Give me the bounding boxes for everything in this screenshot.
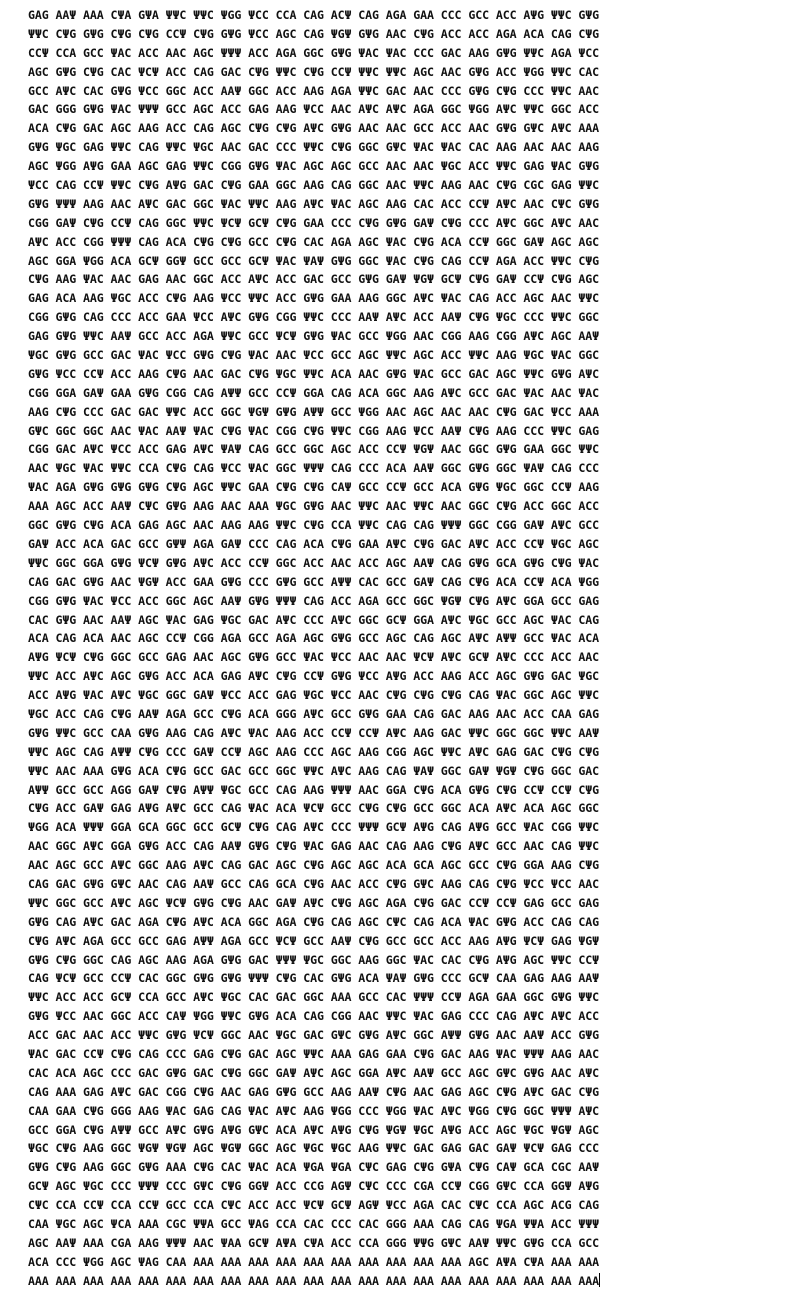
sequence-line: ΨCC CAG CCΨ ΨΨC CΨG AΨG GAC CΨG GAA GGC AAG CAG GGC AAC ΨΨC AAG AAC CΨG CGC GAG ΨΨC — [28, 178, 600, 193]
sequence-line: AGC GΨG CΨG CAC ΨCΨ ACC CAG GAC CΨG ΨΨC CΨG CCΨ ΨΨC ΨΨC AGC AAC GΨG ACC ΨGG ΨΨC CAC — [28, 64, 600, 79]
sequence-line: GΨG ΨΨC GCC CAA GΨG AAG CAG AΨC ΨAC AAG ACC CCΨ CCΨ AΨC AAG GAC ΨΨC GGC GGC ΨΨC AAΨ — [28, 725, 600, 740]
sequence-line: ΨΨC CΨG GΨG CΨG CΨG CCΨ CΨG GΨG ΨCC AGC CAG ΨGΨ GΨG AAC CΨG ACC ACC AGA ACA CAG CΨG — [28, 26, 600, 41]
sequence-line: GCC AΨC CAC GΨG ΨCC GGC ACC AAΨ GGC ACC AAG AGA ΨΨC GAC AAC CCC GΨG CΨG CCC ΨΨC AAC — [28, 83, 600, 98]
sequence-line: GΨG ΨΨΨ AAG AAC AΨC GAC GGC ΨAC ΨΨC AAG AΨC ΨAC AGC AAG CAC ACC CCΨ AΨC AAC CΨC GΨG — [28, 196, 600, 211]
sequence-line: AAC GGC AΨC GGA GΨG ACC CAG AAΨ GΨG CΨG ΨAC GAG AAC CAG AAG CΨG AΨC GCC AAC CAG ΨΨC — [28, 839, 600, 854]
sequence-line: GCC GGA CΨG AΨΨ GCC AΨC GΨG AΨG GΨC ACA AΨC AΨG CΨG ΨGΨ ΨGC AΨG ACC AGC ΨGC ΨGΨ AGC — [28, 1122, 600, 1137]
sequence-line: CCΨ CCA GCC ΨAC ACC AAC AGC ΨΨΨ ACC AGA GGC GΨG ΨAC ΨAC CCC GAC AAG GΨG ΨΨC AGA ΨCC — [28, 45, 600, 60]
sequence-line: GΨG ΨGC GAG ΨΨC CAG ΨΨC ΨGC AAC GAC CCC ΨΨC CΨG GGC GΨC ΨAC ΨAC CAC AAG AAC AAC AAG — [28, 140, 600, 155]
sequence-line: GCΨ AGC ΨGC CCC ΨΨΨ CCC GΨC CΨG GGΨ ACC CCG AGΨ CΨC CCC CGA CCΨ CGG GΨC CCA GGΨ AΨG — [28, 1179, 600, 1194]
sequence-line: ACA CΨG GAC AGC AAG ACC CAG AGC CΨG CΨG AΨC GΨG AAC AAC GCC ACC AAC GΨG GΨC AΨC AAA — [28, 121, 600, 136]
sequence-line: GΨG CΨG AAG GGC GΨG AAA CΨG CAC ΨAC ACA ΨGA ΨGA CΨC GAG CΨG GΨA CΨG CAΨ GCA CGC AAΨ — [28, 1160, 600, 1175]
sequence-line: GAΨ ACC ACA GAC GCC GΨΨ AGA GAΨ CCC CAG ACA CΨG GAA AΨC CΨG GAC AΨC ACC CCΨ ΨGC AGC — [28, 536, 600, 551]
sequence-line: AAA AGC ACC AAΨ CΨC GΨG AAG AAC AAA ΨGC GΨG AAC ΨΨC AAC ΨΨC AAC GGC CΨG ACC GGC ACC — [28, 499, 600, 514]
sequence-line: AGC GGA ΨGG ACA GCΨ GGΨ GCC GCC GCΨ ΨAC ΨAΨ GΨG GGC ΨAC CΨG CAG CCΨ AGA ACC ΨΨC CΨG — [28, 253, 600, 268]
sequence-line: AAA AAA AAA AAA AAA AAA AAA AAA AAA AAA AAA AAA AAA AAA AAA AAA AAA AAA AAA AAA AAA — [28, 1273, 600, 1288]
sequence-line: CAC ACA AGC CCC GAC GΨG GAC CΨG GGC GAΨ AΨC AGC GGA AΨC AAΨ GCC AGC GΨC GΨG AAC AΨC — [28, 1065, 600, 1080]
sequence-line: GΨG ΨCC AAC GGC ACC CAΨ ΨGG ΨΨC GΨG ACA CAG CGG AAC ΨΨC ΨAC GAG CCC CAG AΨC AΨC ACC — [28, 1009, 600, 1024]
sequence-line: CAG GAC GΨG GΨC AAC CAG AAΨ GCC CAG GCA CΨG AAC ACC CΨG GΨC AAG CAG CΨG ΨCC ΨCC AAC — [28, 876, 600, 891]
sequence-line: ΨΨC GGC GCC AΨC AGC ΨCΨ GΨG CΨG AAC GAΨ AΨC CΨG AGC AGA CΨG GAC CCΨ CCΨ GAG GCC GAG — [28, 895, 600, 910]
sequence-line: GAG ACA AAG ΨGC ACC CΨG AAG ΨCC ΨΨC ACC GΨG GAA AAG GGC AΨC ΨAC CAG ACC AGC AAC ΨΨC — [28, 291, 600, 306]
sequence-line: CΨG ACC GAΨ GAG AΨG AΨC GCC CAG ΨAC ACA ΨCΨ GCC CΨG CΨG GCC GGC ACA AΨC ACA AGC GGC — [28, 801, 600, 816]
sequence-line: ΨAC AGA GΨG GΨG GΨG CΨG AGC ΨΨC GAA CΨG CΨG CAΨ GCC CCΨ GCC ACA GΨG ΨGC GGC CCΨ AAG — [28, 480, 600, 495]
sequence-line: GGC GΨG CΨG ACA GAG AGC AAC AAG AAG ΨΨC CΨG CCA ΨΨC CAG CAG ΨΨΨ GGC CGG GAΨ AΨC GCC — [28, 518, 600, 533]
sequence-line: CAG GAC GΨG AAC ΨGΨ ACC GAA GΨG CCC GΨG GCC AΨΨ CAC GCC GAΨ CAG CΨG ACA CCΨ ACA ΨGG — [28, 574, 600, 589]
sequence-line: ACA CCC ΨGG AGC ΨAG CAA AAA AAA AAA AAA AAA AAA AAA AAA AAA AAA AGC AΨA CΨA AAA AAA — [28, 1254, 600, 1269]
sequence-line: GAG AAΨ AAA CΨA GΨA ΨΨC ΨΨC ΨGG ΨCC CCA CAG ACΨ CAG AGA GAA CCC GCC ACC AΨG ΨΨC GΨG — [28, 8, 600, 22]
sequence-line: CGG GAΨ CΨG CCΨ CAG GGC ΨΨC ΨCΨ GCΨ CΨG GAA CCC CΨG GΨG GAΨ CΨG CCC AΨC GGC AΨC AAC — [28, 215, 600, 230]
sequence-line: GΨC GGC GGC AAC ΨAC AAΨ ΨAC CΨG ΨAC CGG CΨG ΨΨC CGG AAG ΨCC AAΨ CΨG AAG CCC ΨΨC GAG — [28, 423, 600, 438]
sequence-line: ACC AΨG ΨAC AΨC ΨGC GGC GAΨ ΨCC ACC GAG ΨGC ΨCC AAC CΨG CΨG CΨG CAG ΨAC GGC AGC ΨΨC — [28, 688, 600, 703]
sequence-line: CGG GAC AΨC ΨCC ACC GAG AΨC ΨAΨ CAG GCC GGC AGC ACC CCΨ ΨGΨ AAC GGC GΨG GAA GGC ΨΨC — [28, 442, 600, 457]
sequence-line: AGC AAΨ AAA CGA AAG ΨΨΨ AAC ΨAA GCΨ AΨA CΨA ACC CCA GGG ΨΨG GΨC AAΨ ΨΨC GΨG CCA GCC — [28, 1235, 600, 1250]
sequence-line: GAC GGG GΨG ΨAC ΨΨΨ GCC AGC ACC GAG AAG ΨCC AAC AΨC AΨC AGA GGC ΨGG AΨC ΨΨC GGC ACC — [28, 102, 600, 117]
sequence-line: GAG GΨG ΨΨC AAΨ GCC ACC AGA ΨΨC GCC ΨCΨ GΨG ΨAC GCC ΨGG AAC CGG AAG CGG AΨC AGC AAΨ — [28, 329, 600, 344]
sequence-line: ΨΨC AAC AAA GΨG ACA CΨG GCC GAC GCC GGC ΨΨC AΨC AAG CAG ΨAΨ GGC GAΨ ΨGΨ CΨG GGC GAC — [28, 763, 600, 778]
sequence-line: GΨG CΨG GGC CAG AGC AAG AGA GΨG GAC ΨΨΨ ΨGC GGC AAG GGC ΨAC CAC CΨG AΨG AGC ΨΨC CCΨ — [28, 952, 600, 967]
sequence-line: ACC GAC AAC ACC ΨΨC GΨG ΨCΨ GGC AAC ΨGC GAC GΨC GΨG AΨC GGC AΨΨ GΨG AAC AAΨ ACC GΨG — [28, 1028, 600, 1043]
sequence-line: CΨG AΨC AGA GCC GCC GAG AΨΨ AGA GCC ΨCΨ GCC AAΨ CΨG GCC GCC ACC AAG AΨG ΨCΨ GAG ΨGΨ — [28, 933, 600, 948]
sequence-line: GΨG ΨCC CCΨ ACC AAG CΨG AAC GAC CΨG ΨGC ΨΨC ACA AAC GΨG ΨAC GCC GAC AGC ΨΨC GΨG AΨC — [28, 366, 600, 381]
sequence-line: ΨGC ACC CAG CΨG AAΨ AGA GCC CΨG ACA GGG AΨC GCC GΨG GAA CAG GAC AAG AAC ACC CAA GAG — [28, 706, 600, 721]
sequence-line: AAC ΨGC ΨAC ΨΨC CCA CΨG CAG ΨCC ΨAC GGC ΨΨΨ CAG CCC ACA AAΨ GGC GΨG GGC ΨAΨ CAG CCC — [28, 461, 600, 476]
sequence-line: ΨAC GAC CCΨ CΨG CAG CCC GAG CΨG GAC AGC ΨΨC AAA GAG GAA CΨG GAC AAG ΨAC ΨΨΨ AAG AAC — [28, 1046, 600, 1061]
sequence-document — [28, 6, 788, 1291]
sequence-line: AAC AGC GCC AΨC GGC AAG AΨC CAG GAC AGC CΨG AGC AGC ACA GCA AGC GCC CΨG GGA AAG CΨG — [28, 858, 600, 873]
sequence-line: ΨGC GΨG GCC GAC ΨAC ΨCC GΨG CΨG ΨAC AAC ΨCC GCC AGC ΨΨC AGC ACC ΨΨC AAG ΨGC ΨAC GGC — [28, 348, 600, 363]
sequence-line: ΨΨC ACC ACC GCΨ CCA GCC AΨC ΨGC CAC GAC GGC AAA GCC CAC ΨΨΨ CCΨ AGA GAA GGC GΨG ΨΨC — [28, 990, 600, 1005]
sequence-line: CGG GΨG ΨAC ΨCC ACC GGC AGC AAΨ GΨG ΨΨΨ CAG ACC AGA GCC GGC ΨGΨ CΨG AΨC GGA GCC GAG — [28, 593, 600, 608]
sequence-line: AGC ΨGG AΨG GAA AGC GAG ΨΨC CGG GΨG ΨAC AGC AGC GCC AAC AAC ΨGC ACC ΨΨC GAG ΨAC GΨG — [28, 159, 600, 174]
sequence-line: ΨGC CΨG AAG GGC ΨGΨ ΨGΨ AGC ΨGΨ GGC AGC ΨGC ΨGC AAG ΨΨC GAC GAG GAC GAΨ ΨCΨ GAG CCC — [28, 1141, 600, 1156]
sequence-line: CGG GGA GAΨ GAA GΨG CGG CAG AΨΨ GCC CCΨ GGA CAG ACA GGC AAG AΨC GCC GAC ΨAC AAC ΨAC — [28, 385, 600, 400]
sequence-line: ΨGG ACA ΨΨΨ GGA GCA GGC GCC GCΨ CΨG CAG AΨC CCC ΨΨΨ GCΨ AΨG CAG AΨG GCC ΨAC CGG ΨΨC — [28, 820, 600, 835]
sequence-line: CAA ΨGC AGC ΨCA AAA CGC ΨΨA GCC ΨAG CCA CAC CCC CAC GGG AAA CAG CAG ΨGA ΨΨA ACC ΨΨΨ — [28, 1217, 600, 1231]
sequence-line: AΨG ΨCΨ CΨG GGC GCC GAG AAC AGC GΨG GCC ΨAC ΨCC AAC AAC ΨCΨ AΨC GCΨ AΨC CCC ACC AAC — [28, 650, 600, 665]
sequence-line: ΨΨC ACC AΨC AGC GΨG ACC ACA GAG AΨC CΨG CCΨ GΨG ΨCC AΨG ACC AAG ACC AGC GΨG GAC ΨGC — [28, 669, 600, 684]
sequence-line: AΨC ACC CGG ΨΨΨ CAG ACA CΨG CΨG GCC CΨG CAC AGA AGC ΨAC CΨG ACA CCΨ GGC GAΨ AGC AGC — [28, 234, 600, 249]
sequence-line: CAG AAA GAG AΨC GAC CGG CΨG AAC GAG GΨG GCC AAG AAΨ CΨG AAC GAG AGC CΨG AΨC GAC CΨG — [28, 1084, 600, 1099]
sequence-line: ACA CAG ACA AAC AGC CCΨ CGG AGA GCC AGA AGC GΨG GCC AGC CAG AGC AΨC AΨΨ GCC ΨAC ACA — [28, 631, 600, 646]
sequence-line: ΨΨC GGC GGA GΨG ΨCΨ GΨG AΨC ACC CCΨ GGC ACC AAC ACC AGC AAΨ CAG GΨG GCA GΨG CΨG ΨAC — [28, 555, 600, 570]
sequence-line: CΨC CCA CCΨ CCA CCΨ GCC CCA CΨC ACC ACC ΨCΨ GCΨ AGΨ ΨCC AGA CAC CΨC CCA AGC ACG CAG — [28, 1198, 600, 1213]
sequence-line: CAC GΨG AAC AAΨ AGC ΨAC GAG ΨGC GAC AΨC CCC AΨC GGC GCΨ GGA AΨC ΨGC GCC AGC ΨAC CAG — [28, 612, 600, 627]
sequence-line: CGG GΨG CAG CCC ACC GAA ΨCC AΨC GΨG CGG ΨΨC CCC AAΨ AΨC ACC AAΨ CΨG ΨGC CCC ΨΨC GGC — [28, 310, 600, 325]
text-cursor — [599, 1273, 600, 1287]
sequence-line: CAG ΨCΨ GCC CCΨ CAC GGC GΨG GΨG ΨΨΨ CΨG CAC GΨG ACA ΨAΨ GΨG CCC GCΨ CAA GAG AAG AAΨ — [28, 971, 600, 986]
sequence-line: AΨΨ GCC GCC AGG GAΨ CΨG AΨΨ ΨGC GCC CAG AAG ΨΨΨ AAC GGA CΨG ACA GΨG CΨG CCΨ CCΨ CΨG — [28, 782, 600, 797]
sequence-line: CΨG AAG ΨAC AAC GAG AAC GGC ACC AΨC ACC GAC GCC GΨG GAΨ ΨGΨ GCΨ CΨG GAΨ CCΨ CΨG AGC — [28, 272, 600, 287]
sequence-line: GΨG CAG AΨC GAC AGA CΨG AΨC ACA GGC AGA CΨG CAG AGC CΨC CAG ACA ΨAC GΨG ACC CAG CAG — [28, 914, 600, 929]
sequence-line: AAG CΨG CCC GAC GAC ΨΨC ACC GGC ΨGΨ GΨG AΨΨ GCC ΨGG AAC AGC AAC AAC CΨG GAC ΨCC AAA — [28, 404, 600, 419]
sequence-line: ΨΨC AGC CAG AΨΨ CΨG CCC GAΨ CCΨ AGC AAG CCC AGC AAG CGG AGC ΨΨC AΨC GAG GAC CΨG CΨG — [28, 744, 600, 759]
sequence-line: CAA GAA CΨG GGG AAG ΨAC GAG CAG ΨAC AΨC AAG ΨGG CCC ΨGG ΨAC AΨC ΨGG CΨG GGC ΨΨΨ AΨC — [28, 1103, 600, 1118]
